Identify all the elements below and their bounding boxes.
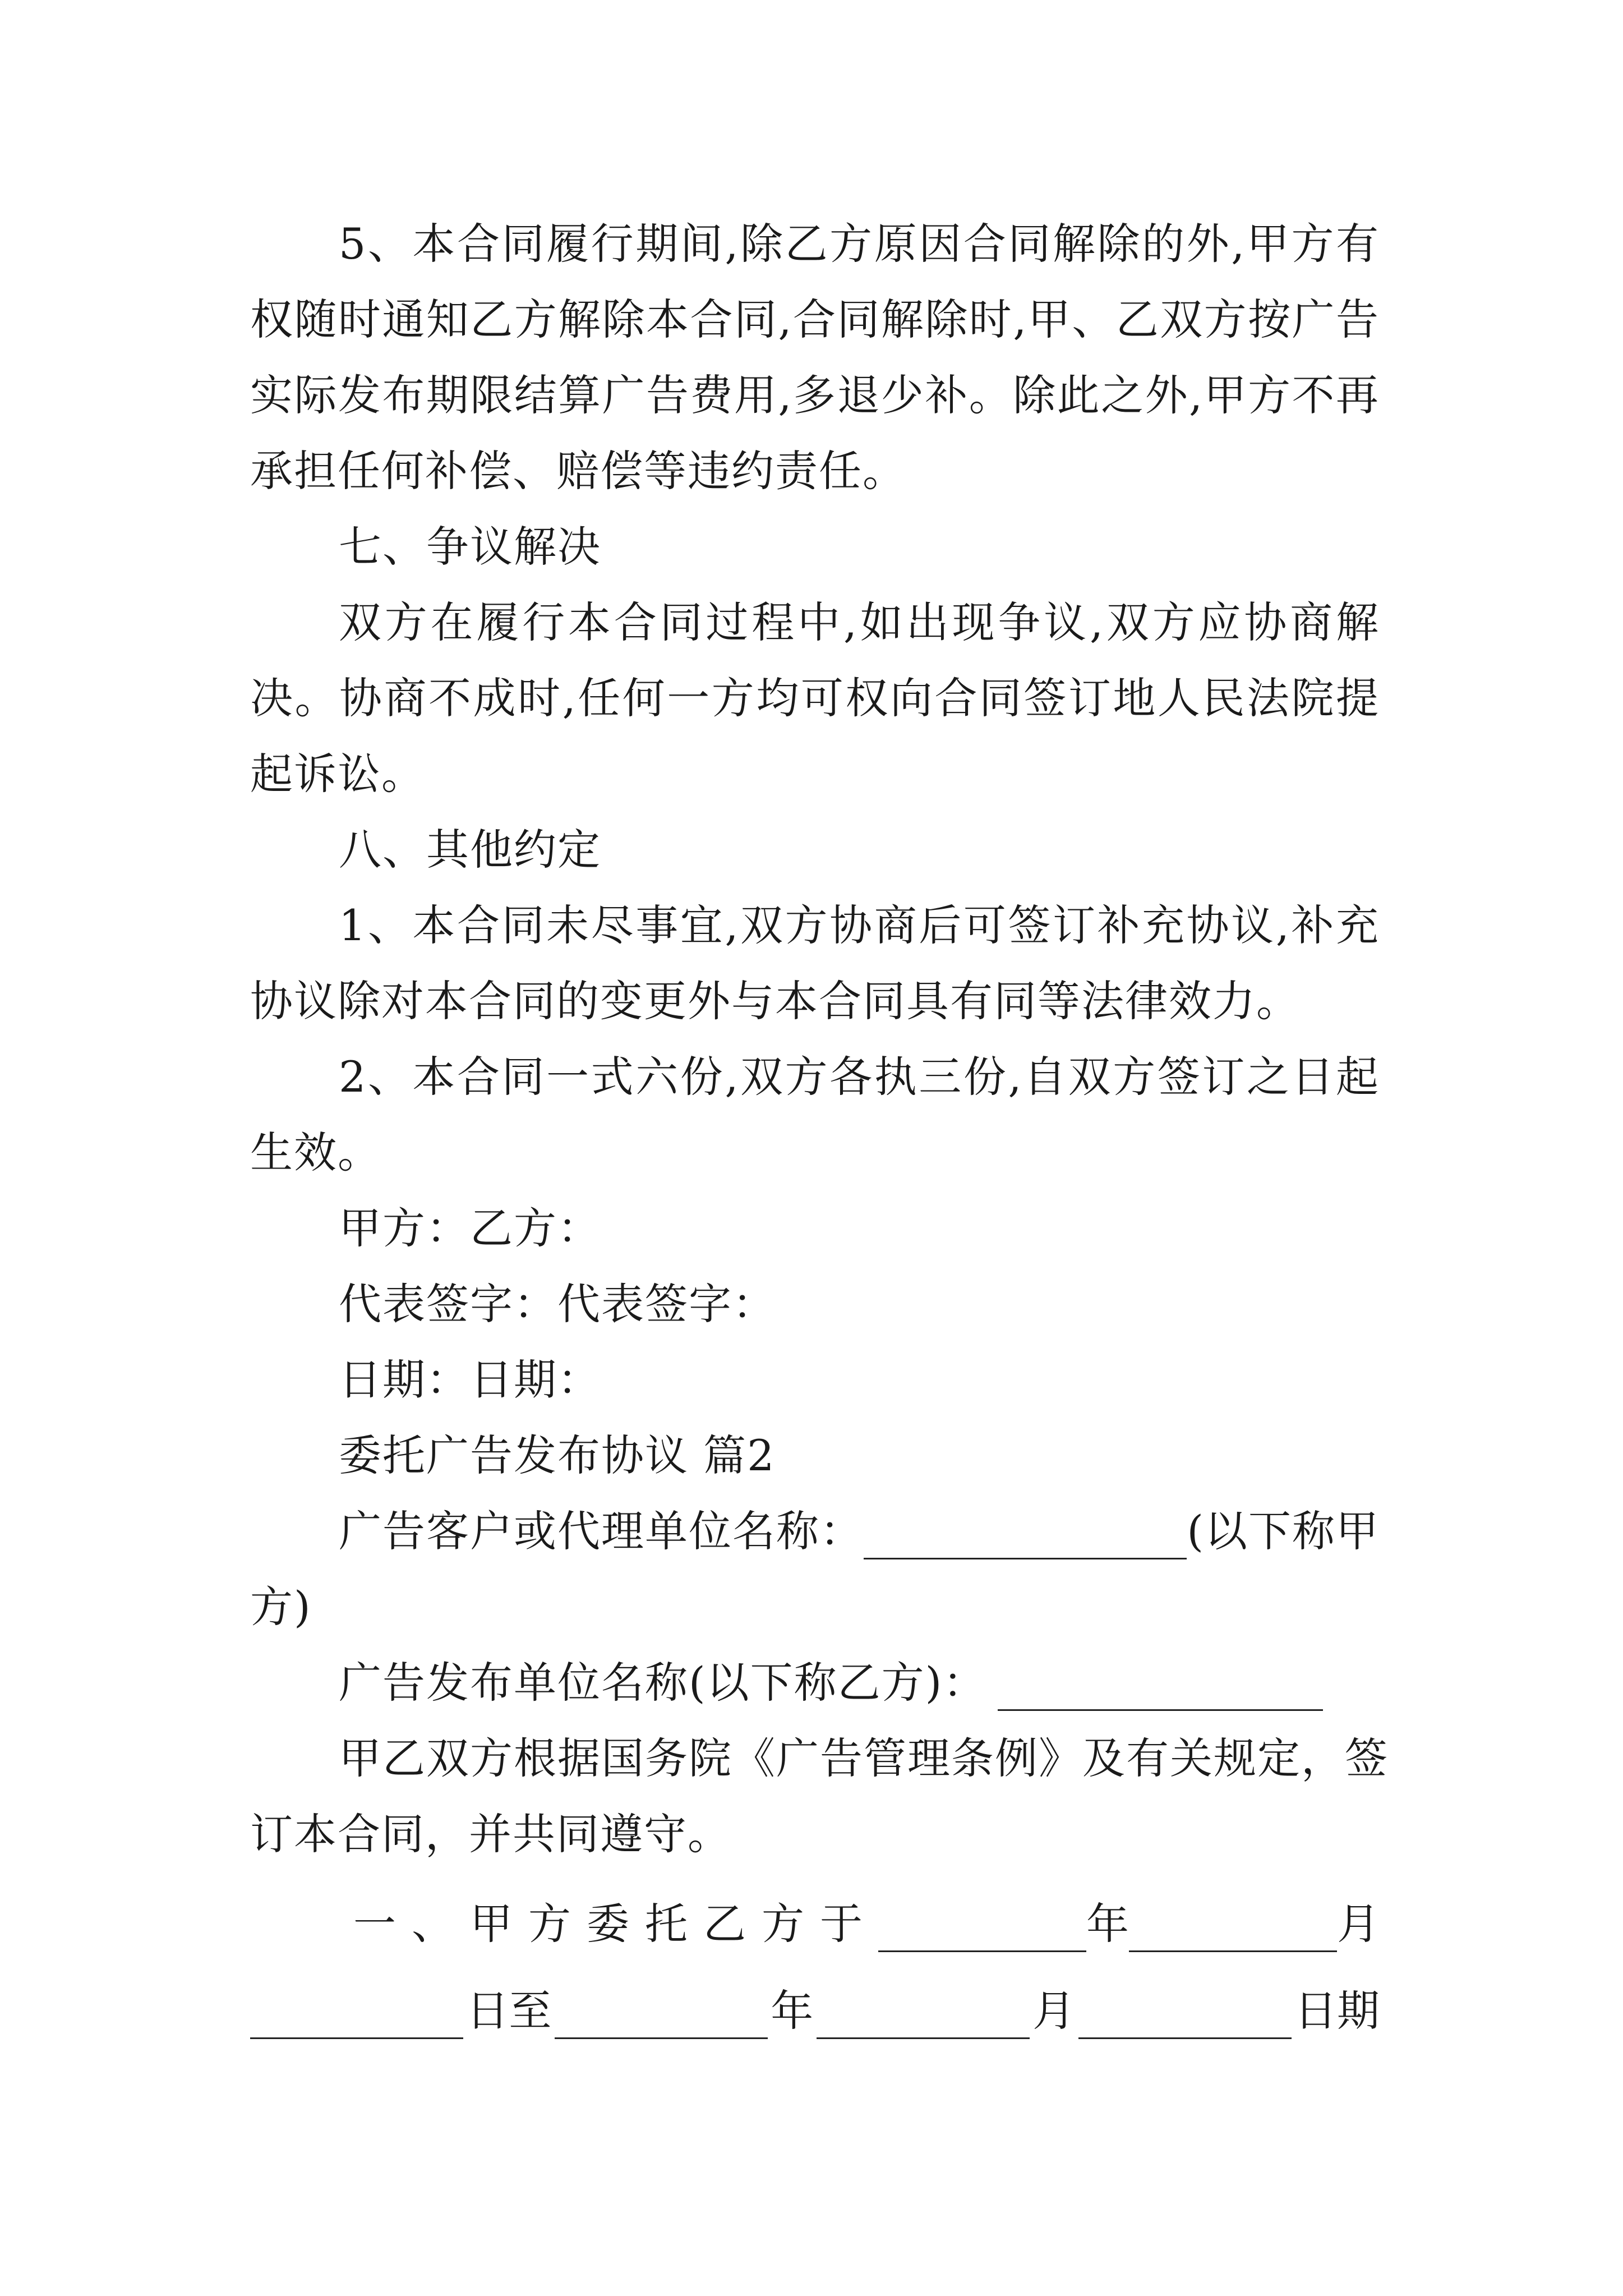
blank-underline: [1078, 1998, 1292, 2039]
month-label: 月: [1337, 1899, 1380, 1949]
signature-party-line: 甲方：乙方：: [339, 1203, 601, 1253]
paragraph-line: 甲乙双方根据国务院《广告管理条例》及有关规定，签: [339, 1733, 1389, 1783]
signature-date-line: 日期：日期：: [339, 1355, 601, 1405]
blank-underline: [1129, 1911, 1337, 1952]
paragraph-line: 权随时通知乙方解除本合同,合同解除时,甲、乙双方按广告: [250, 295, 1380, 344]
paragraph-line: 订本合同，并共同遵守。: [250, 1809, 731, 1859]
year-label: 年: [1086, 1899, 1129, 1949]
paragraph-line: 1、本合同未尽事宜,双方协商后可签订补充协议,补充: [339, 900, 1380, 950]
month-label: 月: [1032, 1986, 1076, 2036]
paragraph-line: 决。协商不成时,任何一方均可权向合同签订地人民法院提: [250, 673, 1380, 723]
blank-underline: [555, 1998, 768, 2039]
blank-underline: [250, 1998, 463, 2039]
section-heading: 七、争议解决: [339, 522, 601, 572]
date-range-line-1: [353, 1896, 1380, 1952]
day-to-label: 日至: [466, 1986, 552, 2036]
paragraph-line: 双方在履行本合同过程中,如出现争议,双方应协商解: [339, 597, 1380, 647]
party-a-suffix: (以下称甲: [1187, 1506, 1380, 1556]
paragraph-line: 5、本合同履行期间,除乙方原因合同解除的外,甲方有: [339, 219, 1380, 269]
paragraph-line: 起诉讼。: [250, 749, 425, 799]
party-b-name-line: [339, 1655, 1323, 1711]
blank-underline: [864, 1519, 1187, 1559]
party-a-label: 广告客户或代理单位名称：: [339, 1506, 864, 1556]
paragraph-line: 协议除对本合同的变更外与本合同具有同等法律效力。: [250, 976, 1300, 1026]
party-a-name-line: [339, 1503, 1380, 1559]
paragraph-line: 承担任何补偿、赔偿等违约责任。: [250, 446, 906, 496]
party-b-label: 广告发布单位名称(以下称乙方)：: [339, 1658, 987, 1708]
blank-underline: [817, 1998, 1030, 2039]
paragraph-line: 生效。: [250, 1128, 381, 1177]
paragraph-line: 实际发布期限结算广告费用,多退少补。除此之外,甲方不再: [250, 370, 1380, 420]
document-title: 委托广告发布协议 篇2: [339, 1430, 776, 1480]
paragraph-line: 2、本合同一式六份,双方各执三份,自双方签订之日起: [339, 1052, 1380, 1102]
date-range-label: 一、甲方委托乙方于: [353, 1899, 878, 1949]
year-label: 年: [771, 1986, 814, 2036]
date-range-line-2: [250, 1983, 1380, 2039]
blank-underline: [998, 1670, 1323, 1711]
date-label: 日期: [1294, 1986, 1380, 2036]
signature-representative-line: 代表签字：代表签字：: [339, 1279, 776, 1329]
paragraph-line: 方): [250, 1582, 312, 1632]
section-heading: 八、其他约定: [339, 825, 601, 875]
blank-underline: [878, 1911, 1086, 1952]
